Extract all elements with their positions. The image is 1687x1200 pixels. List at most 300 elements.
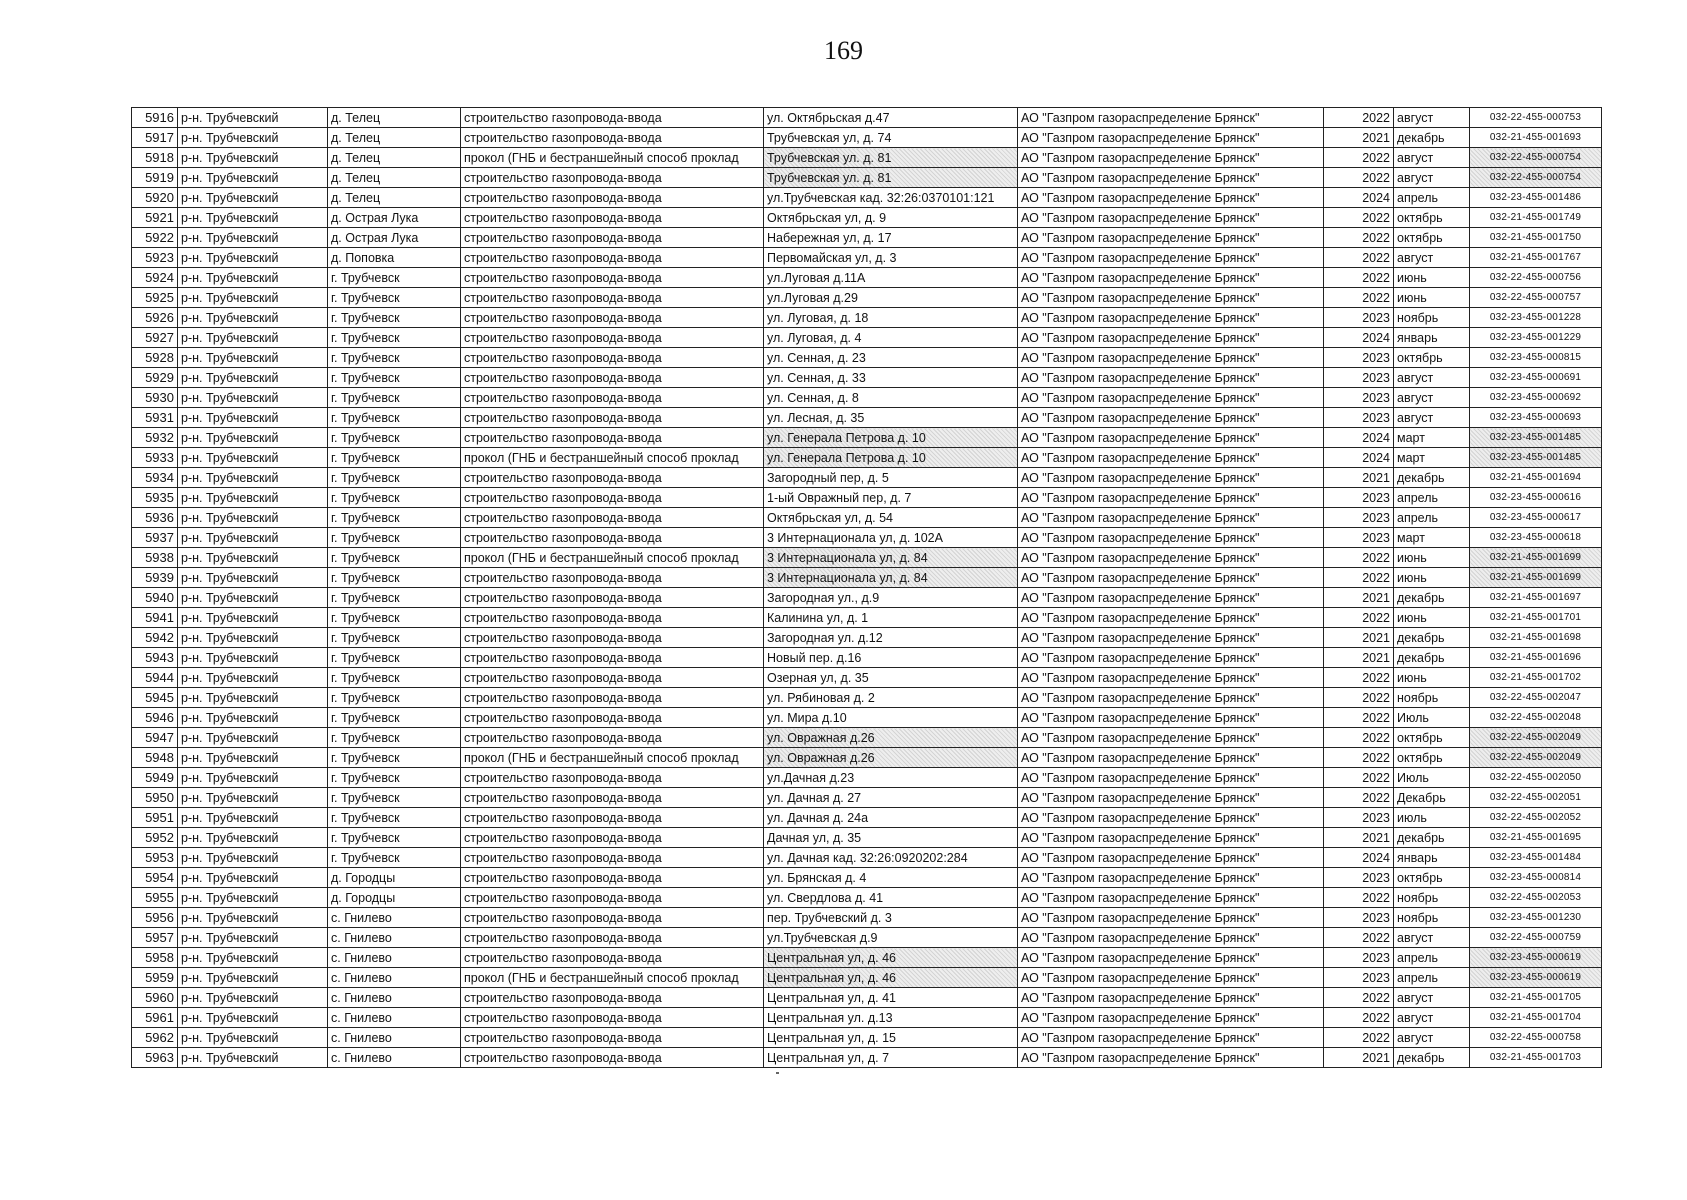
address-cell: Октябрьская ул, д. 9	[764, 208, 1018, 228]
year-cell: 2023	[1324, 368, 1394, 388]
district-cell: р-н. Трубчевский	[178, 548, 328, 568]
address-cell: ул.Трубчевская д.9	[764, 928, 1018, 948]
table-row	[132, 868, 1602, 888]
address-cell: Центральная ул, д. 46	[764, 948, 1018, 968]
locality-cell: с. Гнилево	[328, 1048, 461, 1068]
work-type-cell: прокол (ГНБ и бестраншейный способ проклад	[461, 748, 764, 768]
row-number-cell: 5935	[132, 488, 178, 508]
organization-cell: АО "Газпром газораспределение Брянск"	[1018, 248, 1324, 268]
table-row	[132, 148, 1602, 168]
district-cell: р-н. Трубчевский	[178, 728, 328, 748]
year-cell: 2022	[1324, 668, 1394, 688]
month-cell: апрель	[1394, 488, 1470, 508]
year-cell: 2023	[1324, 948, 1394, 968]
table-row	[132, 568, 1602, 588]
locality-cell: с. Гнилево	[328, 948, 461, 968]
month-cell: ноябрь	[1394, 688, 1470, 708]
row-number-cell: 5939	[132, 568, 178, 588]
year-cell: 2024	[1324, 848, 1394, 868]
organization-cell: АО "Газпром газораспределение Брянск"	[1018, 288, 1324, 308]
month-cell: июнь	[1394, 288, 1470, 308]
locality-cell: г. Трубчевск	[328, 568, 461, 588]
work-type-cell: строительство газопровода-ввода	[461, 1008, 764, 1028]
contract-code-cell: 032-22-455-002053	[1470, 888, 1602, 908]
locality-cell: г. Трубчевск	[328, 828, 461, 848]
locality-cell: д. Поповка	[328, 248, 461, 268]
work-type-cell: строительство газопровода-ввода	[461, 648, 764, 668]
contract-code-cell: 032-21-455-001694	[1470, 468, 1602, 488]
district-cell: р-н. Трубчевский	[178, 648, 328, 668]
address-cell: ул. Дачная д. 27	[764, 788, 1018, 808]
address-cell: ул. Луговая, д. 4	[764, 328, 1018, 348]
organization-cell: АО "Газпром газораспределение Брянск"	[1018, 828, 1324, 848]
row-number-cell: 5929	[132, 368, 178, 388]
district-cell: р-н. Трубчевский	[178, 688, 328, 708]
year-cell: 2021	[1324, 648, 1394, 668]
district-cell: р-н. Трубчевский	[178, 288, 328, 308]
locality-cell: г. Трубчевск	[328, 448, 461, 468]
month-cell: декабрь	[1394, 648, 1470, 668]
district-cell: р-н. Трубчевский	[178, 828, 328, 848]
month-cell: август	[1394, 388, 1470, 408]
row-number-cell: 5927	[132, 328, 178, 348]
work-type-cell: строительство газопровода-ввода	[461, 768, 764, 788]
district-cell: р-н. Трубчевский	[178, 248, 328, 268]
contract-code-cell: 032-22-455-000756	[1470, 268, 1602, 288]
year-cell: 2023	[1324, 488, 1394, 508]
address-cell: ул. Генерала Петрова д. 10	[764, 448, 1018, 468]
row-number-cell: 5924	[132, 268, 178, 288]
row-number-cell: 5932	[132, 428, 178, 448]
work-type-cell: строительство газопровода-ввода	[461, 348, 764, 368]
contract-code-cell: 032-23-455-000814	[1470, 868, 1602, 888]
contract-code-cell: 032-23-455-001485	[1470, 428, 1602, 448]
work-type-cell: строительство газопровода-ввода	[461, 288, 764, 308]
locality-cell: д. Телец	[328, 108, 461, 128]
month-cell: ноябрь	[1394, 308, 1470, 328]
month-cell: ноябрь	[1394, 888, 1470, 908]
district-cell: р-н. Трубчевский	[178, 328, 328, 348]
month-cell: октябрь	[1394, 748, 1470, 768]
organization-cell: АО "Газпром газораспределение Брянск"	[1018, 308, 1324, 328]
district-cell: р-н. Трубчевский	[178, 988, 328, 1008]
table-row	[132, 968, 1602, 988]
year-cell: 2022	[1324, 1008, 1394, 1028]
district-cell: р-н. Трубчевский	[178, 788, 328, 808]
organization-cell: АО "Газпром газораспределение Брянск"	[1018, 668, 1324, 688]
year-cell: 2022	[1324, 228, 1394, 248]
table-row	[132, 168, 1602, 188]
row-number-cell: 5921	[132, 208, 178, 228]
district-cell: р-н. Трубчевский	[178, 368, 328, 388]
year-cell: 2022	[1324, 148, 1394, 168]
locality-cell: г. Трубчевск	[328, 528, 461, 548]
district-cell: р-н. Трубчевский	[178, 948, 328, 968]
month-cell: декабрь	[1394, 628, 1470, 648]
year-cell: 2023	[1324, 308, 1394, 328]
address-cell: ул. Сенная, д. 23	[764, 348, 1018, 368]
organization-cell: АО "Газпром газораспределение Брянск"	[1018, 448, 1324, 468]
row-number-cell: 5960	[132, 988, 178, 1008]
year-cell: 2022	[1324, 728, 1394, 748]
row-number-cell: 5917	[132, 128, 178, 148]
locality-cell: с. Гнилево	[328, 928, 461, 948]
row-number-cell: 5947	[132, 728, 178, 748]
row-number-cell: 5923	[132, 248, 178, 268]
month-cell: август	[1394, 148, 1470, 168]
contract-code-cell: 032-23-455-001229	[1470, 328, 1602, 348]
locality-cell: с. Гнилево	[328, 908, 461, 928]
month-cell: март	[1394, 528, 1470, 548]
district-cell: р-н. Трубчевский	[178, 408, 328, 428]
district-cell: р-н. Трубчевский	[178, 1028, 328, 1048]
contract-code-cell: 032-21-455-001703	[1470, 1048, 1602, 1068]
locality-cell: г. Трубчевск	[328, 708, 461, 728]
contract-code-cell: 032-23-455-000815	[1470, 348, 1602, 368]
locality-cell: г. Трубчевск	[328, 368, 461, 388]
contract-code-cell: 032-21-455-001704	[1470, 1008, 1602, 1028]
address-cell: ул. Дачная д. 24а	[764, 808, 1018, 828]
year-cell: 2022	[1324, 548, 1394, 568]
month-cell: август	[1394, 108, 1470, 128]
year-cell: 2023	[1324, 508, 1394, 528]
table-row	[132, 928, 1602, 948]
organization-cell: АО "Газпром газораспределение Брянск"	[1018, 348, 1324, 368]
work-type-cell: строительство газопровода-ввода	[461, 688, 764, 708]
contract-code-cell: 032-22-455-002049	[1470, 728, 1602, 748]
work-type-cell: строительство газопровода-ввода	[461, 528, 764, 548]
contract-code-cell: 032-21-455-001702	[1470, 668, 1602, 688]
organization-cell: АО "Газпром газораспределение Брянск"	[1018, 508, 1324, 528]
row-number-cell: 5919	[132, 168, 178, 188]
year-cell: 2023	[1324, 528, 1394, 548]
table-row	[132, 268, 1602, 288]
month-cell: декабрь	[1394, 128, 1470, 148]
table-row	[132, 888, 1602, 908]
organization-cell: АО "Газпром газораспределение Брянск"	[1018, 608, 1324, 628]
table-row	[132, 408, 1602, 428]
contract-code-cell: 032-21-455-001695	[1470, 828, 1602, 848]
organization-cell: АО "Газпром газораспределение Брянск"	[1018, 708, 1324, 728]
row-number-cell: 5925	[132, 288, 178, 308]
year-cell: 2022	[1324, 568, 1394, 588]
month-cell: декабрь	[1394, 468, 1470, 488]
contract-code-cell: 032-21-455-001693	[1470, 128, 1602, 148]
row-number-cell: 5944	[132, 668, 178, 688]
address-cell: Центральная ул, д. 46	[764, 968, 1018, 988]
organization-cell: АО "Газпром газораспределение Брянск"	[1018, 988, 1324, 1008]
locality-cell: г. Трубчевск	[328, 608, 461, 628]
work-type-cell: строительство газопровода-ввода	[461, 708, 764, 728]
table-row	[132, 448, 1602, 468]
work-type-cell: строительство газопровода-ввода	[461, 608, 764, 628]
year-cell: 2024	[1324, 328, 1394, 348]
month-cell: январь	[1394, 328, 1470, 348]
month-cell: июль	[1394, 808, 1470, 828]
table-row	[132, 248, 1602, 268]
table-row	[132, 488, 1602, 508]
address-cell: Трубчевская ул. д. 81	[764, 148, 1018, 168]
district-cell: р-н. Трубчевский	[178, 928, 328, 948]
month-cell: август	[1394, 368, 1470, 388]
work-type-cell: строительство газопровода-ввода	[461, 428, 764, 448]
month-cell: июнь	[1394, 568, 1470, 588]
contract-code-cell: 032-22-455-000758	[1470, 1028, 1602, 1048]
address-cell: Первомайская ул, д. 3	[764, 248, 1018, 268]
district-cell: р-н. Трубчевский	[178, 488, 328, 508]
contract-code-cell: 032-22-455-000759	[1470, 928, 1602, 948]
address-cell: ул. Дачная кад. 32:26:0920202:284	[764, 848, 1018, 868]
locality-cell: г. Трубчевск	[328, 468, 461, 488]
year-cell: 2021	[1324, 628, 1394, 648]
address-cell: 1-ый Овражный пер, д. 7	[764, 488, 1018, 508]
row-number-cell: 5953	[132, 848, 178, 868]
address-cell: Центральная ул, д. 41	[764, 988, 1018, 1008]
work-type-cell: строительство газопровода-ввода	[461, 368, 764, 388]
contract-code-cell: 032-21-455-001767	[1470, 248, 1602, 268]
locality-cell: г. Трубчевск	[328, 408, 461, 428]
month-cell: март	[1394, 428, 1470, 448]
contract-code-cell: 032-23-455-000693	[1470, 408, 1602, 428]
address-cell: Трубчевская ул. д. 81	[764, 168, 1018, 188]
year-cell: 2022	[1324, 928, 1394, 948]
work-type-cell: прокол (ГНБ и бестраншейный способ проклад	[461, 148, 764, 168]
organization-cell: АО "Газпром газораспределение Брянск"	[1018, 748, 1324, 768]
month-cell: октябрь	[1394, 228, 1470, 248]
address-cell: Трубчевская ул, д. 74	[764, 128, 1018, 148]
contract-code-cell: 032-22-455-002051	[1470, 788, 1602, 808]
row-number-cell: 5959	[132, 968, 178, 988]
contract-code-cell: 032-22-455-002047	[1470, 688, 1602, 708]
locality-cell: г. Трубчевск	[328, 768, 461, 788]
contract-code-cell: 032-21-455-001697	[1470, 588, 1602, 608]
district-cell: р-н. Трубчевский	[178, 528, 328, 548]
table-row	[132, 388, 1602, 408]
contract-code-cell: 032-23-455-001230	[1470, 908, 1602, 928]
locality-cell: д. Телец	[328, 128, 461, 148]
year-cell: 2022	[1324, 988, 1394, 1008]
contract-code-cell: 032-23-455-000691	[1470, 368, 1602, 388]
table-row	[132, 128, 1602, 148]
work-type-cell: строительство газопровода-ввода	[461, 208, 764, 228]
address-cell: 3 Интернационала ул, д. 102А	[764, 528, 1018, 548]
month-cell: август	[1394, 928, 1470, 948]
work-type-cell: строительство газопровода-ввода	[461, 408, 764, 428]
table-row	[132, 988, 1602, 1008]
work-type-cell: строительство газопровода-ввода	[461, 228, 764, 248]
locality-cell: г. Трубчевск	[328, 428, 461, 448]
work-type-cell: строительство газопровода-ввода	[461, 108, 764, 128]
work-type-cell: строительство газопровода-ввода	[461, 268, 764, 288]
district-cell: р-н. Трубчевский	[178, 208, 328, 228]
organization-cell: АО "Газпром газораспределение Брянск"	[1018, 548, 1324, 568]
work-type-cell: строительство газопровода-ввода	[461, 808, 764, 828]
address-cell: ул. Лесная, д. 35	[764, 408, 1018, 428]
locality-cell: г. Трубчевск	[328, 288, 461, 308]
organization-cell: АО "Газпром газораспределение Брянск"	[1018, 908, 1324, 928]
row-number-cell: 5916	[132, 108, 178, 128]
year-cell: 2021	[1324, 1048, 1394, 1068]
month-cell: Июль	[1394, 708, 1470, 728]
contract-code-cell: 032-21-455-001699	[1470, 548, 1602, 568]
month-cell: август	[1394, 1008, 1470, 1028]
work-type-cell: строительство газопровода-ввода	[461, 1048, 764, 1068]
work-type-cell: строительство газопровода-ввода	[461, 848, 764, 868]
table-row	[132, 428, 1602, 448]
district-cell: р-н. Трубчевский	[178, 628, 328, 648]
district-cell: р-н. Трубчевский	[178, 448, 328, 468]
table-row	[132, 588, 1602, 608]
locality-cell: д. Телец	[328, 168, 461, 188]
address-cell: ул. Сенная, д. 33	[764, 368, 1018, 388]
address-cell: Набережная ул, д. 17	[764, 228, 1018, 248]
work-type-cell: строительство газопровода-ввода	[461, 308, 764, 328]
row-number-cell: 5958	[132, 948, 178, 968]
address-cell: пер. Трубчевский д. 3	[764, 908, 1018, 928]
table-row	[132, 1008, 1602, 1028]
address-cell: ул.Луговая д.11А	[764, 268, 1018, 288]
address-cell: Новый пер. д.16	[764, 648, 1018, 668]
district-cell: р-н. Трубчевский	[178, 128, 328, 148]
organization-cell: АО "Газпром газораспределение Брянск"	[1018, 168, 1324, 188]
contract-code-cell: 032-21-455-001699	[1470, 568, 1602, 588]
row-number-cell: 5954	[132, 868, 178, 888]
locality-cell: г. Трубчевск	[328, 388, 461, 408]
organization-cell: АО "Газпром газораспределение Брянск"	[1018, 328, 1324, 348]
month-cell: декабрь	[1394, 588, 1470, 608]
address-cell: 3 Интернационала ул, д. 84	[764, 548, 1018, 568]
district-cell: р-н. Трубчевский	[178, 1008, 328, 1028]
contract-code-cell: 032-23-455-001228	[1470, 308, 1602, 328]
year-cell: 2022	[1324, 708, 1394, 728]
organization-cell: АО "Газпром газораспределение Брянск"	[1018, 228, 1324, 248]
district-cell: р-н. Трубчевский	[178, 608, 328, 628]
work-type-cell: строительство газопровода-ввода	[461, 868, 764, 888]
year-cell: 2022	[1324, 748, 1394, 768]
work-type-cell: строительство газопровода-ввода	[461, 728, 764, 748]
table-row	[132, 648, 1602, 668]
month-cell: январь	[1394, 848, 1470, 868]
table-row	[132, 728, 1602, 748]
year-cell: 2023	[1324, 348, 1394, 368]
address-cell: Дачная ул, д. 35	[764, 828, 1018, 848]
address-cell: 3 Интернационала ул, д. 84	[764, 568, 1018, 588]
month-cell: ноябрь	[1394, 908, 1470, 928]
address-cell: Загородная ул., д.9	[764, 588, 1018, 608]
month-cell: июнь	[1394, 668, 1470, 688]
locality-cell: с. Гнилево	[328, 988, 461, 1008]
district-cell: р-н. Трубчевский	[178, 848, 328, 868]
locality-cell: д. Городцы	[328, 888, 461, 908]
year-cell: 2022	[1324, 788, 1394, 808]
table-row	[132, 1048, 1602, 1068]
contract-code-cell: 032-21-455-001750	[1470, 228, 1602, 248]
table-row	[132, 748, 1602, 768]
registry-table	[131, 107, 1602, 1068]
address-cell: ул. Сенная, д. 8	[764, 388, 1018, 408]
address-cell: ул. Брянская д. 4	[764, 868, 1018, 888]
year-cell: 2023	[1324, 868, 1394, 888]
page-number: 169	[824, 36, 863, 65]
work-type-cell: прокол (ГНБ и бестраншейный способ проклад	[461, 548, 764, 568]
organization-cell: АО "Газпром газораспределение Брянск"	[1018, 568, 1324, 588]
month-cell: июнь	[1394, 268, 1470, 288]
work-type-cell: строительство газопровода-ввода	[461, 188, 764, 208]
contract-code-cell: 032-22-455-002049	[1470, 748, 1602, 768]
month-cell: март	[1394, 448, 1470, 468]
month-cell: апрель	[1394, 948, 1470, 968]
work-type-cell: строительство газопровода-ввода	[461, 168, 764, 188]
work-type-cell: строительство газопровода-ввода	[461, 988, 764, 1008]
year-cell: 2022	[1324, 1028, 1394, 1048]
organization-cell: АО "Газпром газораспределение Брянск"	[1018, 468, 1324, 488]
month-cell: август	[1394, 168, 1470, 188]
address-cell: ул. Октябрьская д.47	[764, 108, 1018, 128]
table-row	[132, 368, 1602, 388]
locality-cell: с. Гнилево	[328, 968, 461, 988]
table-row	[132, 528, 1602, 548]
work-type-cell: строительство газопровода-ввода	[461, 828, 764, 848]
contract-code-cell: 032-23-455-000618	[1470, 528, 1602, 548]
district-cell: р-н. Трубчевский	[178, 1048, 328, 1068]
address-cell: ул.Луговая д.29	[764, 288, 1018, 308]
month-cell: декабрь	[1394, 1048, 1470, 1068]
organization-cell: АО "Газпром газораспределение Брянск"	[1018, 688, 1324, 708]
district-cell: р-н. Трубчевский	[178, 708, 328, 728]
year-cell: 2021	[1324, 828, 1394, 848]
locality-cell: д. Острая Лука	[328, 228, 461, 248]
contract-code-cell: 032-22-455-002050	[1470, 768, 1602, 788]
table-row	[132, 288, 1602, 308]
work-type-cell: строительство газопровода-ввода	[461, 948, 764, 968]
year-cell: 2023	[1324, 968, 1394, 988]
locality-cell: г. Трубчевск	[328, 648, 461, 668]
year-cell: 2021	[1324, 468, 1394, 488]
organization-cell: АО "Газпром газораспределение Брянск"	[1018, 648, 1324, 668]
year-cell: 2024	[1324, 448, 1394, 468]
work-type-cell: строительство газопровода-ввода	[461, 128, 764, 148]
work-type-cell: строительство газопровода-ввода	[461, 248, 764, 268]
contract-code-cell: 032-23-455-000619	[1470, 968, 1602, 988]
address-cell: ул.Дачная д.23	[764, 768, 1018, 788]
row-number-cell: 5948	[132, 748, 178, 768]
address-cell: Озерная ул, д. 35	[764, 668, 1018, 688]
contract-code-cell: 032-23-455-000617	[1470, 508, 1602, 528]
row-number-cell: 5922	[132, 228, 178, 248]
work-type-cell: строительство газопровода-ввода	[461, 628, 764, 648]
organization-cell: АО "Газпром газораспределение Брянск"	[1018, 808, 1324, 828]
table-row	[132, 348, 1602, 368]
locality-cell: г. Трубчевск	[328, 748, 461, 768]
locality-cell: г. Трубчевск	[328, 308, 461, 328]
locality-cell: с. Гнилево	[328, 1008, 461, 1028]
district-cell: р-н. Трубчевский	[178, 588, 328, 608]
table-row	[132, 848, 1602, 868]
year-cell: 2023	[1324, 388, 1394, 408]
table-row	[132, 108, 1602, 128]
address-cell: ул. Овражная д.26	[764, 728, 1018, 748]
month-cell: апрель	[1394, 968, 1470, 988]
organization-cell: АО "Газпром газораспределение Брянск"	[1018, 968, 1324, 988]
row-number-cell: 5930	[132, 388, 178, 408]
contract-code-cell: 032-23-455-000692	[1470, 388, 1602, 408]
district-cell: р-н. Трубчевский	[178, 808, 328, 828]
row-number-cell: 5940	[132, 588, 178, 608]
locality-cell: г. Трубчевск	[328, 508, 461, 528]
contract-code-cell: 032-21-455-001705	[1470, 988, 1602, 1008]
row-number-cell: 5936	[132, 508, 178, 528]
locality-cell: г. Трубчевск	[328, 848, 461, 868]
